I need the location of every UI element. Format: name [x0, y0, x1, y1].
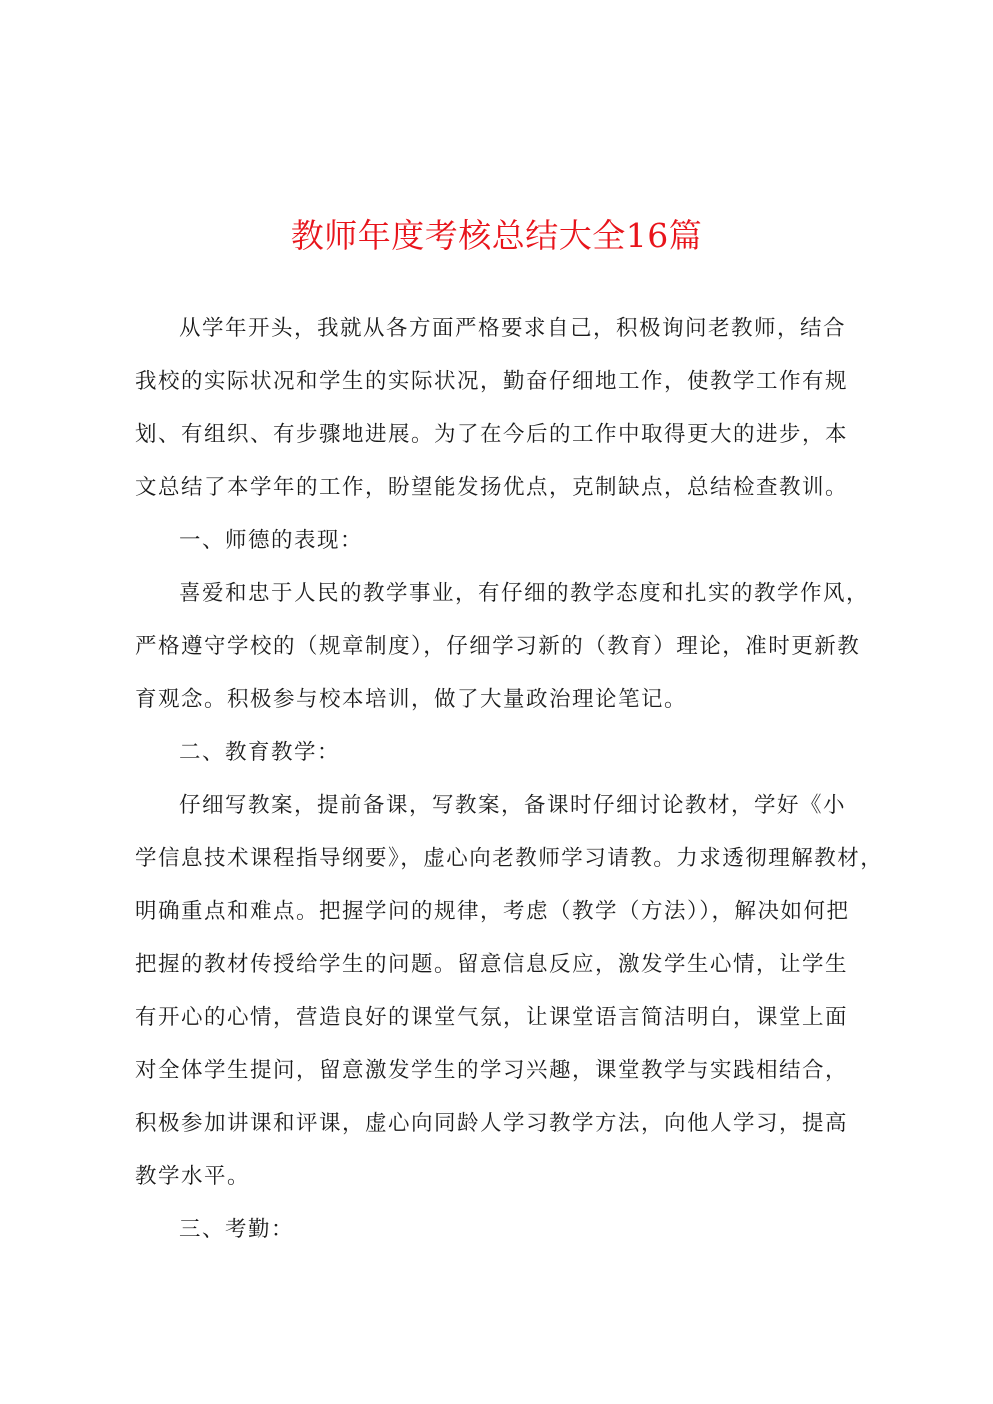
section-heading-attendance [135, 1203, 885, 1256]
text-line: 对全体学生提问，留意激发学生的学习兴趣，课堂教学与实践相结合， [135, 1058, 849, 1083]
heading-line: 三、考勤： [179, 1217, 295, 1242]
heading-line: 二、教育教学： [179, 740, 341, 765]
text-line: 划、有组织、有步骤地进展。为了在今后的工作中取得更大的进步，本 [135, 422, 849, 447]
text-line: 从学年开头，我就从各方面严格要求自己，积极询问老教师，结合 [179, 316, 847, 341]
text-line: 严格遵守学校的（规章制度），仔细学习新的（教育）理论，准时更新教 [135, 634, 861, 659]
document-body [135, 302, 885, 1256]
text-line: 有开心的心情，营造良好的课堂气氛，让课堂语言简洁明白，课堂上面 [135, 1005, 849, 1030]
text-line: 仔细写教案，提前备课，写教案，备课时仔细讨论教材，学好《小 [179, 793, 847, 818]
heading-line: 一、师德的表现： [179, 528, 364, 553]
text-line: 教学水平。 [135, 1164, 251, 1189]
text-line: 我校的实际状况和学生的实际状况，勤奋仔细地工作，使教学工作有规 [135, 369, 849, 394]
paragraph-ethics [135, 567, 885, 726]
text-line: 积极参加讲课和评课，虚心向同龄人学习教学方法，向他人学习，提高 [135, 1111, 849, 1136]
text-line: 学信息技术课程指导纲要》，虚心向老教师学习请教。力求透彻理解教材， [135, 846, 884, 871]
paragraph-intro [135, 302, 885, 514]
section-heading-ethics [135, 514, 885, 567]
document-title: 教师年度考核总结大全16篇 [290, 216, 703, 255]
text-line: 明确重点和难点。把握学问的规律，考虑（教学（方法）），解决如何把 [135, 899, 850, 924]
text-line: 育观念。积极参与校本培训，做了大量政治理论笔记。 [135, 687, 688, 712]
paragraph-teaching [135, 779, 885, 1203]
text-line: 文总结了本学年的工作，盼望能发扬优点，克制缺点，总结检查教训。 [135, 475, 849, 500]
text-line: 喜爱和忠于人民的教学事业，有仔细的教学态度和扎实的教学作风， [179, 581, 870, 606]
section-heading-teaching [135, 726, 885, 779]
text-line: 把握的教材传授给学生的问题。留意信息反应，激发学生心情，让学生 [135, 952, 849, 977]
